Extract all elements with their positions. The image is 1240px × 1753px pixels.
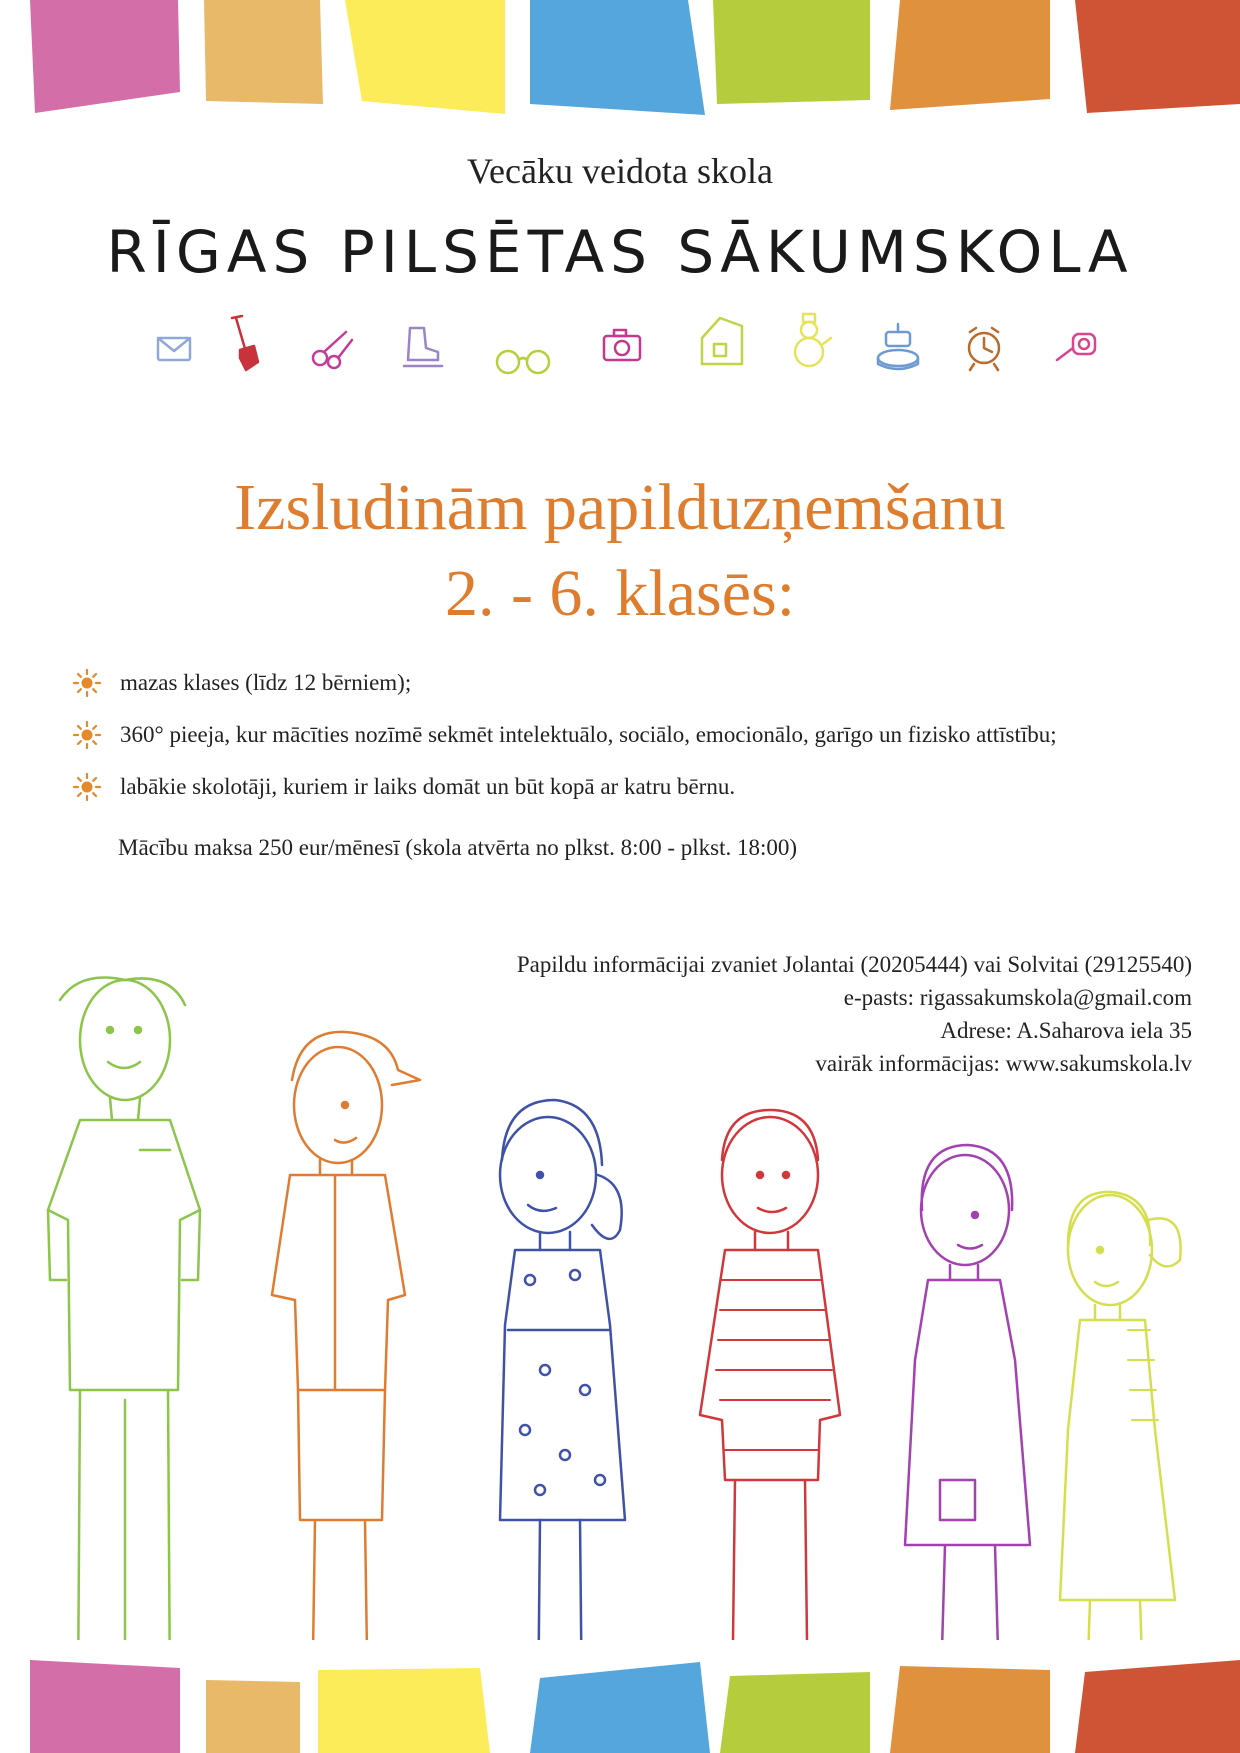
contact-address: Adrese: A.Saharova iela 35 [940,1018,1192,1043]
shovel-icon [232,316,258,370]
camera-icon [604,330,640,360]
contact-phone: Papildu informācijai zvaniet Jolantai (20205444) vai Solvitai (29125540) [516,952,1192,977]
school-subtitle: Vecāku veidota skola [467,151,773,191]
announcement-heading [0,465,1240,637]
snowman-icon [795,314,831,366]
sun-bullet-icon [72,772,102,802]
tuition-fee: Mācību maksa 250 eur/mēnesī (skola atvērta no plkst. 8:00 - plkst. 18:00) [118,835,798,860]
announcement-line-1: Izsludinām papilduzņemšanu [234,471,1006,544]
banner-tile-orange [890,1666,1050,1753]
list-item [72,668,1212,720]
icon-row [0,310,1240,390]
feature-list [72,668,1212,824]
banner-tile-green [713,0,870,104]
kid-green-figure [48,978,200,1641]
banner-tile-yellow [345,0,505,114]
school-title: RĪGAS PILSĒTAS SĀKUMSKOLA [106,218,1134,286]
contact-email[interactable]: e-pasts: rigassakumskola@gmail.com [843,985,1192,1010]
kid-red-figure [700,1110,840,1640]
banner-tile-sand [206,1680,300,1753]
list-item [72,772,1212,824]
feature-text: mazas klases (līdz 12 bērniem); [120,670,412,695]
kid-blue-figure [500,1100,625,1640]
contact-website[interactable]: vairāk informācijas: www.sakumskola.lv [815,1051,1192,1076]
banner-tile-red [1075,1660,1240,1753]
list-item [72,720,1212,772]
banner-tile-orange [890,0,1050,110]
contact-info [517,948,1192,1080]
scissors-icon [313,332,352,368]
kid-orange-figure [272,1032,420,1640]
banner-tile-red [1075,0,1240,113]
sun-bullet-icon [72,720,102,750]
banner-tile-green [720,1672,870,1753]
banner-tile-pink [30,1660,180,1753]
feature-text: 360° pieeja, kur mācīties nozīmē sekmēt intelektuālo, sociālo, emocionālo, garīgo un fizisko attīstību; [120,722,1057,747]
kid-yellow-figure [1060,1192,1181,1640]
alarm-clock-icon [969,328,999,370]
announcement-line-2: 2. - 6. klasēs: [444,557,796,630]
house-icon [702,318,742,364]
banner-tile-blue [530,0,705,115]
glasses-icon [497,351,549,373]
sun-bullet-icon [72,668,102,698]
envelope-icon [158,338,190,360]
banner-tile-pink [30,0,180,113]
kid-purple-figure [905,1145,1030,1640]
feature-text: labākie skolotāji, kuriem ir laiks domāt un būt kopā ar katru bērnu. [120,774,736,799]
bottom-color-banner [0,1640,1240,1753]
watering-can-icon [1057,334,1095,360]
banner-tile-yellow [318,1668,490,1753]
banner-tile-blue [530,1662,710,1753]
banner-tile-sand [204,0,323,104]
cake-icon [878,324,918,369]
top-color-banner [0,0,1240,120]
skate-icon [404,328,442,366]
